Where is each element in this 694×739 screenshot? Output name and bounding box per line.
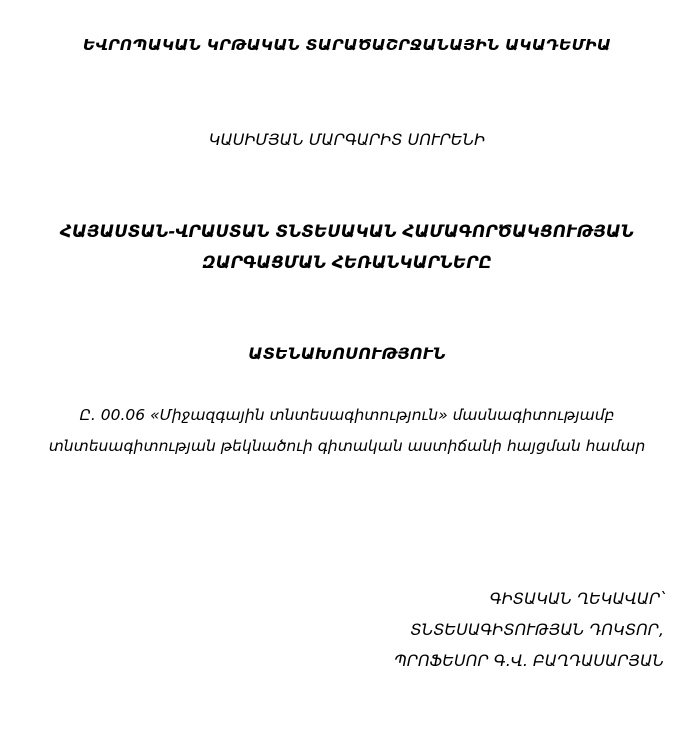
specialty-line-2: տնտեսագիտության թեկնածուի գիտական աստիճանի հայցման համար [48, 437, 646, 455]
advisor-label: ԳԻՏԱԿԱՆ ՂԵԿԱՎԱՐ՝ [489, 589, 664, 608]
document-type: ԱՏԵՆԱԽՈՍՈՒԹՅՈՒՆ [248, 344, 446, 363]
institution-name: ԵՎՐՈՊԱԿԱՆ ԿՐԹԱԿԱՆ ՏԱՐԱԾԱՇՐՋԱՆԱՅԻՆ ԱԿԱԴԵՄԻԱ [82, 36, 612, 54]
author-name: ԿԱՍԻՄՅԱՆ ՄԱՐԳԱՐԻՏ ՍՈՒՐԵՆԻ [208, 130, 486, 149]
thesis-title-line-2: ԶԱՐԳԱՑՄԱՆ ՀԵՌԱՆԿԱՐՆԵՐԸ [202, 253, 492, 272]
advisor-name: ՊՐՈՖԵՍՈՐ Գ.Վ. ԲԱՂԴԱՍԱՐՅԱՆ [394, 651, 664, 670]
advisor-degree: ՏՆՏԵՍԱԳԻՏՈՒԹՅԱՆ ԴՈԿՏՈՐ, [410, 620, 664, 639]
specialty-line-1: Ը. 00.06 «Միջազգային տնտեսագիտություն» մասնագիտությամբ [79, 406, 615, 424]
thesis-title-line-1: ՀԱՅԱՍՏԱՆ-ՎՐԱՍՏԱՆ ՏՆՏԵՍԱԿԱՆ ՀԱՄԱԳՈՐԾԱԿՑՈՒԹՅԱՆ [60, 222, 634, 241]
